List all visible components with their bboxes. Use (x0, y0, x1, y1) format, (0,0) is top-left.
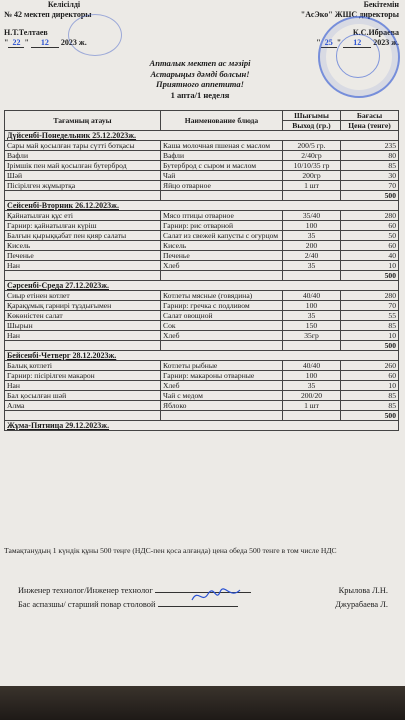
day-header-row (5, 131, 399, 141)
dish-name-ru: Печенье (161, 251, 283, 261)
table-row (5, 401, 399, 411)
approved-date: " 25 " 12 2023 ж. (316, 38, 399, 47)
dish-price: 280 (341, 211, 399, 221)
empty-cell (5, 341, 161, 351)
price-note: Тамақтанудың 1 күндік құны 500 теңге (НДС-пен қоса алғанда) цена обеда 500 тенге в том числе НДС (4, 546, 337, 555)
approved-position: "АсЭко" ЖШС директоры (300, 10, 399, 19)
dish-name-kz: Бал қосылған шәй (5, 391, 161, 401)
dish-yield: 35 (283, 311, 341, 321)
dish-name-kz: Нан (5, 381, 161, 391)
dish-yield: 2/40гр (283, 151, 341, 161)
table-row (5, 311, 399, 321)
dish-name-ru: Кисель (161, 241, 283, 251)
dish-name-ru: Котлеты мясные (говядина) (161, 291, 283, 301)
dish-name-kz: Алма (5, 401, 161, 411)
dish-name-ru: Салат овощной (161, 311, 283, 321)
dish-price: 85 (341, 391, 399, 401)
dish-name-ru: Вафли (161, 151, 283, 161)
agreed-name: Н.Т.Телтаев (4, 28, 48, 37)
dish-yield: 2/40 (283, 251, 341, 261)
menu-table (4, 110, 399, 431)
dish-name-ru: Гарнир: макароны отварные (161, 371, 283, 381)
day-total-row (5, 271, 399, 281)
day-total-row (5, 411, 399, 421)
dish-name-kz: Қайнатылған құс еті (5, 211, 161, 221)
table-header-row (5, 111, 399, 121)
table-row (5, 361, 399, 371)
dish-yield: 40/40 (283, 291, 341, 301)
dish-yield: 1 шт (283, 181, 341, 191)
dish-price: 60 (341, 221, 399, 231)
dish-yield: 100 (283, 301, 341, 311)
day-total: 500 (341, 271, 399, 281)
day-total: 500 (341, 191, 399, 201)
col-yield-ru: Выход (гр.) (283, 121, 341, 131)
day-title: Жұма-Пятница 29.12.2023ж. (5, 421, 399, 431)
title-line-3: Приятного аппетита! (156, 79, 244, 89)
dish-name-ru: Мясо птицы отварное (161, 211, 283, 221)
dish-name-ru: Бутерброд с сыром и маслом (161, 161, 283, 171)
title-week: 1 апта/1 неделя (170, 89, 230, 100)
empty-cell (5, 411, 161, 421)
dish-yield: 35/40 (283, 211, 341, 221)
empty-cell (283, 411, 341, 421)
dish-name-kz: Нан (5, 261, 161, 271)
dish-price: 30 (341, 171, 399, 181)
table-row (5, 381, 399, 391)
day-title: Сәрсенбі-Среда 27.12.2023ж. (5, 281, 399, 291)
dish-name-ru: Хлеб (161, 261, 283, 271)
empty-cell (5, 191, 161, 201)
approved-label: Бекітемін (363, 0, 399, 9)
cook-signature-line (158, 606, 238, 607)
table-row (5, 371, 399, 381)
menu-table-body (5, 131, 399, 431)
dish-name-ru: Гарнир: гречка с подливом (161, 301, 283, 311)
dish-yield: 35 (283, 381, 341, 391)
day-title: Дүйсенбі-Понедельник 25.12.2023ж. (5, 131, 399, 141)
dish-yield: 1 шт (283, 401, 341, 411)
day-total-row (5, 341, 399, 351)
dish-name-kz: Печенье (5, 251, 161, 261)
table-row (5, 301, 399, 311)
table-row (5, 181, 399, 191)
signature-stamp-left (68, 14, 122, 56)
dish-name-ru: Каша молочная пшеная с маслом (161, 141, 283, 151)
dish-price: 40 (341, 251, 399, 261)
dish-yield: 100 (283, 221, 341, 231)
col-price-ru: Цена (тенге) (341, 121, 399, 131)
cook-label: Бас аспазшы/ старший повар столовой (18, 600, 156, 609)
dish-yield: 35 (283, 231, 341, 241)
dish-name-ru: Котлеты рыбные (161, 361, 283, 371)
title-line-1: Апталык мектеп ас мәзірі (149, 58, 251, 68)
dish-name-kz: Сары май қосылған тары сүтті ботқасы (5, 141, 161, 151)
day-total: 500 (341, 341, 399, 351)
empty-cell (283, 341, 341, 351)
dish-yield: 200/20 (283, 391, 341, 401)
agreed-position: № 42 мектеп директоры (4, 10, 92, 19)
dish-price: 85 (341, 401, 399, 411)
agreed-date: " 22 " 12 2023 ж. (4, 38, 87, 47)
dish-name-kz: Шәй (5, 171, 161, 181)
dish-name-ru: Чай с медом (161, 391, 283, 401)
dish-price: 70 (341, 181, 399, 191)
dish-yield: 10/10/35 гр (283, 161, 341, 171)
dish-name-ru: Хлеб (161, 381, 283, 391)
dish-price: 50 (341, 231, 399, 241)
dish-name-kz: Қарақұмық гарнирі тұздығымен (5, 301, 161, 311)
col-name-ru: Наименование блюда (161, 111, 283, 131)
day-title: Сейсенбі-Вторник 26.12.2023ж. (5, 201, 399, 211)
dish-name-ru: Хлеб (161, 331, 283, 341)
dish-price: 10 (341, 381, 399, 391)
day-header-row (5, 201, 399, 211)
empty-cell (161, 411, 283, 421)
cook-name: Джурабаева Л. (335, 600, 388, 609)
table-row (5, 151, 399, 161)
table-row (5, 291, 399, 301)
dish-name-ru: Сок (161, 321, 283, 331)
dish-yield: 35гр (283, 331, 341, 341)
dish-price: 85 (341, 321, 399, 331)
dish-name-kz: Сиыр етінен котлет (5, 291, 161, 301)
dish-name-kz: Гарнир: қайнатылған күріш (5, 221, 161, 231)
dish-name-kz: Вафли (5, 151, 161, 161)
day-header-row (5, 421, 399, 431)
dish-name-kz: Көкөністен салат (5, 311, 161, 321)
dish-name-kz: Нан (5, 331, 161, 341)
col-name-kz: Тағамның атауы (5, 111, 161, 131)
title-line-2: Астарыңыз дәмді болсын! (150, 68, 250, 79)
dish-price: 280 (341, 291, 399, 301)
menu-title (100, 58, 300, 100)
company-seal-inner (336, 34, 380, 78)
table-row (5, 231, 399, 241)
dish-price: 55 (341, 311, 399, 321)
tech-label: Инженер технолог/Инженер технолог (18, 586, 153, 595)
empty-cell (161, 191, 283, 201)
table-row (5, 251, 399, 261)
dish-name-kz: Балғын қырыққабат пен қияр салаты (5, 231, 161, 241)
table-row (5, 321, 399, 331)
dish-yield: 200гр (283, 171, 341, 181)
dish-yield: 35 (283, 261, 341, 271)
dish-price: 235 (341, 141, 399, 151)
table-row (5, 211, 399, 221)
dish-name-ru: Гарнир: рис отварной (161, 221, 283, 231)
dish-name-kz: Шырын (5, 321, 161, 331)
table-row (5, 331, 399, 341)
day-header-row (5, 351, 399, 361)
dish-name-kz: Пісірілген жұмыртқа (5, 181, 161, 191)
empty-cell (161, 271, 283, 281)
empty-cell (161, 341, 283, 351)
dish-yield: 100 (283, 371, 341, 381)
agreed-label: Келісілді (47, 0, 81, 9)
dish-yield: 200/5 гр. (283, 141, 341, 151)
company-seal (318, 16, 400, 98)
dish-price: 260 (341, 361, 399, 371)
tech-name: Крылова Л.Н. (338, 586, 388, 595)
dish-price: 60 (341, 371, 399, 381)
dish-name-kz: Гарнир: пісірілген макарон (5, 371, 161, 381)
dish-price: 80 (341, 151, 399, 161)
dish-price: 10 (341, 331, 399, 341)
dish-name-kz: Балық котлеті (5, 361, 161, 371)
table-row (5, 221, 399, 231)
dish-price: 85 (341, 161, 399, 171)
photo-bottom-shadow (0, 686, 405, 720)
day-title: Бейсенбі-Четверг 28.12.2023ж. (5, 351, 399, 361)
table-row (5, 241, 399, 251)
table-row (5, 391, 399, 401)
dish-yield: 40/40 (283, 361, 341, 371)
dish-name-ru: Яблоко (161, 401, 283, 411)
dish-price: 60 (341, 241, 399, 251)
table-row (5, 161, 399, 171)
dish-price: 10 (341, 261, 399, 271)
day-total-row (5, 191, 399, 201)
dish-yield: 150 (283, 321, 341, 331)
dish-name-ru: Яйцо отварное (161, 181, 283, 191)
dish-name-kz: Ірімшік пен май қосылған бутерброд (5, 161, 161, 171)
table-row (5, 171, 399, 181)
day-header-row (5, 281, 399, 291)
dish-yield: 200 (283, 241, 341, 251)
table-row (5, 261, 399, 271)
dish-price: 70 (341, 301, 399, 311)
day-total: 500 (341, 411, 399, 421)
approved-name: К.С.Ибраева (352, 28, 399, 37)
dish-name-ru: Чай (161, 171, 283, 181)
dish-name-ru: Салат из свежей капусты с огурцом (161, 231, 283, 241)
table-row (5, 141, 399, 151)
empty-cell (283, 271, 341, 281)
dish-name-kz: Кисель (5, 241, 161, 251)
col-yield-kz: Шығымы (283, 111, 341, 121)
empty-cell (5, 271, 161, 281)
empty-cell (283, 191, 341, 201)
col-price-kz: Бағасы (341, 111, 399, 121)
handwritten-signature (190, 586, 242, 606)
